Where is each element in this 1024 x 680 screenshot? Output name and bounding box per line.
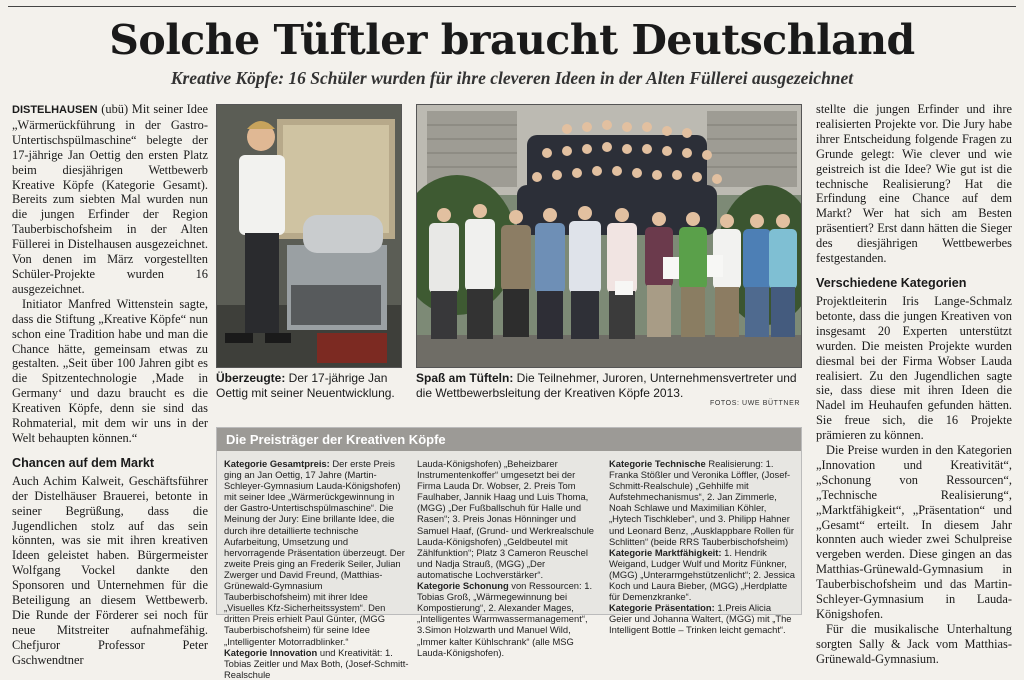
winners-col-1 [224,458,410,680]
photo-group [416,104,802,368]
category-label: Kategorie Gesamtpreis: [224,458,330,469]
subheading-chancen: Chancen auf dem Markt [12,455,155,470]
photo-group-image [417,105,801,367]
winners-col-2 [417,458,601,658]
article-column-4 [816,102,1012,667]
winners-box-title: Die Preisträger der Kreativen Köpfe [217,428,801,451]
subheading-kategorien: Verschiedene Kategorien [816,275,967,290]
winners-markt [609,547,795,602]
photo-credit: FOTOS: UWE BÜTTNER [709,400,800,407]
category-text: 1. Hendrik Weigand, Ludger Wulf und Moritz Fünkner, (MGG) „Unterarmgehstützenlicht“; 2. Jessica Koch und Laura Bieber, (MGG) „Herdplatte für Demenzkranke“. [609,546,795,603]
caption-photo-2-text: Die Teilnehmer, Juroren, Unternehmensvertreter und die Wettbewerbsleitung der Kreativen Köpfe 2013. [416,371,797,400]
paragraph-7: Für die musikalische Unterhaltung sorgten Sally & Jack vom Matthias-Grünewald-Gymnasium. [816,621,1012,666]
winners-innovation [224,647,410,680]
caption-photo-1-text: Der 17-jährige Jan Oettig mit seiner Neuentwicklung. [216,371,395,400]
category-text: Realisierung: 1. Franka Stößler und Veronika Löffler, (Josef-Schmitt-Realschule) „Gehhilfe mit Aufstehmechanismus“, 2. Jan Zimmerle, Noah Schlawe und Maximilian Köhler, „Hytech Tischkleber“, und 3. Philipp Hahner und Leonard Benz, „Ausklappbare Rollen für Schlitten“ (beide RRS Tauberbischofsheim) [609,458,795,547]
category-text: 1.Preis Alicia Geier und Johanna Waltert, (MGG) mit „The Intelligent Bottle – Trinken leicht gemacht“. [609,602,792,636]
paragraph-1 [12,102,208,297]
subheadline: Kreative Köpfe: 16 Schüler wurden für ihre cleveren Ideen in der Alten Füllerei ausgezeichnet [170,68,854,88]
paragraph-2: Initiator Manfred Wittenstein sagte, dass die Stiftung „Kreative Köpfe“ nun schon eine Tradition habe und man die Chance hätte, gemeinsam etwas zu gestalten. „Seit über 100 Jahren gibt es die Spitzentechnologie ‚Made in Germany‘ und dazu braucht es die Kreativen Köpfe, denn sie sind das Rohmaterial, mit dem wir uns in der Welt behaupten können.“ [12,296,208,445]
category-text: von Ressourcen: 1. Tobias Groß, „Wärmegewinnung bei Kompostierung“, 2. Alexander Mages, „Intelligentes Warmwassermanagement“, 3.Simon Holzwarth und Manuel Wild, „Immer kalter Kühlschrank“ (alle MSG Lauda-Königshofen). [417,580,593,658]
winners-gesamt [224,458,410,647]
paragraph-5: Projektleiterin Iris Lange-Schmalz betonte, dass die jungen Kreativen von insgesamt 20 Experten unterstützt wurden. Die meisten Projekte wurden diesmal bei der Firma Wobser Lauda realisiert. Zu den Jugendlichen sagte sie, dass diese mit ihren Ideen die Nadel im Heuhaufen gefunden hätten. Sie freue sich, die 16 Projekte prämieren zu können. [816,293,1012,443]
paragraph-3: Auch Achim Kalweit, Geschäftsführer der Distelhäuser Brauerei, betonte in seiner Begrüßung, dass die Jugendlichen stolz auf das sein könnten, was sie mit ihren kreativen Ideen geleistet haben. Bürgermeister Wolfgang Vockel dankte den Sponsoren und Unternehmen für die Beteiligung an diesem Wettbewerb. Die Runde der Förderer sei noch für neue Mitstreiter aufnahmefähig. Chefjuror Professor Peter Gschwendtner [12,473,208,667]
author-tag: (ubü) [97,102,129,116]
caption-photo-1 [216,371,400,400]
headline: Solche Tüftler braucht Deutschland [109,16,915,64]
category-text: und Kreativität: 1. Tobias Zeitler und Max Both, (Josef-Schmitt-Realschule [224,646,409,680]
category-label: Kategorie Innovation [224,646,318,658]
caption-photo-1-lead: Überzeugte: [216,371,286,385]
category-label: Kategorie Technische [609,458,706,469]
caption-photo-2-lead: Spaß am Tüfteln: [416,371,514,385]
caption-photo-2 [416,371,800,400]
photo-jan-oettig-image [217,105,401,367]
category-label: Kategorie Marktfähigkeit: [609,546,722,558]
dateline: DISTELHAUSEN [12,104,98,116]
winners-technik [609,458,795,547]
article-column-1 [12,102,208,668]
paragraph-4: stellte die jungen Erfinder und ihre realisierten Projekte vor. Die Jury habe ihrer Entscheidung folgende Fragen zu Grunde gelegt: Wie clever und wie geistreich ist die Idee? Wie gut ist die technische Realisierung? Hat die Erfindung eine Chance auf dem Markt? Wer hat sich am Besten präsentiert? Erst dann hätten die Sieger des diesjährigen Wettbewerbes festgestanden. [816,102,1012,266]
winners-box [216,427,802,680]
category-text: Der erste Preis ging an Jan Oettig, 17 Jahre (Martin-Schleyer-Gymnasium Lauda-Königshofen) mit seiner Idee „Wärmerückgewinnung in der Gastro-Untertischspülmaschine“. Die Meinung der Jury: Eine brillante Idee, die durch ihre detaillierte technische Aufarbeitung, Umsetzung und hervorragende Präsentation überzeugt. Der zweite Preis ging an Frederik Seiler, Julian Zwerger und David Freund, (Matthias-Grünewald-Gymnasium Tauberbischofsheim) mit ihrer Idee „Visuelles Kfz-Sicherheitssystem“. Den dritten Preis erhielt Paul Günter, (MGG Tauberbischofsheim) für seine Idee „Intelligenter Motorradblinker.“ [224,458,405,647]
photo-jan-oettig [216,104,402,368]
winners-col-3 [609,458,795,636]
category-label: Kategorie Schonung [417,580,509,592]
winners-innovation-cont: Lauda-Königshofen) „Beheizbarer Instrumentenkoffer“ umgesetzt bei der Firma Lauda Dr. Wobser, 2. Preis Tom Faulhaber, Jannik Haag und Luis Thoma, (MGG) „Der Fußballschuh für Halle und Rasen“; 3. Preis Jonas Hönninger und Samuel Haaf, (Grund- und Werkrealschule Lauda-Königshofen) „Geldbeutel mit Zählfunktion“; Platz 3 Cameron Reuschel und Nadja Strauß, (MGG) „Der automatische Lochverstärker“. [417,458,594,580]
paragraph-6: Die Preise wurden in den Kategorien „Innovation und Kreativität“, „Schonung von Ressourcen“, „Technische Realisierung“, „Marktfähigkeit“, „Präsentation“ und „Gesamt“ erteilt. In diesem Jahr konnten auch wieder zwei Schulpreise vergeben werden. Diese gingen an das Matthias-Grünewald-Gymnasium in Tauberbischofsheim und das Martin-Schleyer-Gymnasium in Lauda-Königshofen. [816,443,1012,621]
category-label: Kategorie Präsentation: [609,602,715,614]
paragraph-1-text: Mit seiner Idee „Wärmerückführung in der Gastro-Untertischspülmaschine“ belegte der 17-jährige Jan Oettig den ersten Platz beim diesjährigen Wettbewerb Kreative Köpfe (Kategorie Gesamt). Bereits zum siebten Mal wurden nun die jungen Erfinder der Region Tauberbischofsheim in der Alten Füllerei in Distelhausen ausgezeichnet. Von denen im März vorgestellten Schüler-Projekte wurden 16 ausgezeichnet. [12,102,209,296]
top-rule [8,6,1016,7]
